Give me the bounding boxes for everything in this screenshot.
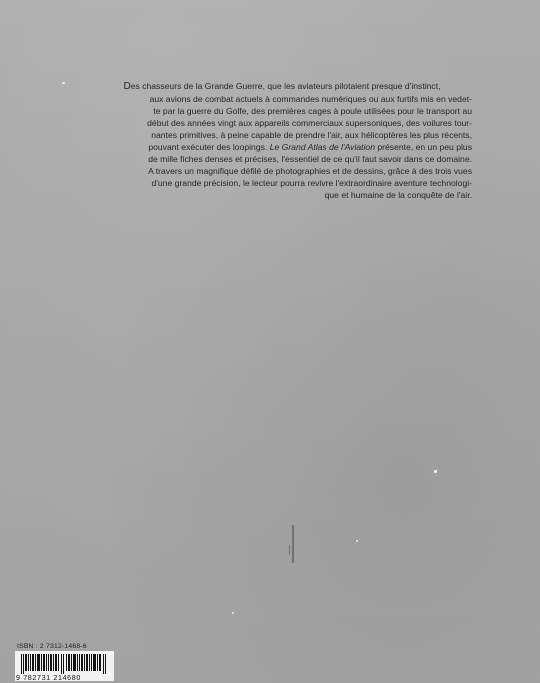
blurb-line: de mille fiches denses et précises, l'essentiel de ce qu'il faut savoir dans ce domaine. — [148, 154, 472, 165]
blurb-text: présente, en un peu plus — [375, 142, 472, 153]
blurb-line: A travers un magnifique défilé de photographies et de dessins, grâce à des trois vues — [148, 166, 472, 177]
blurb-line — [92, 141, 472, 153]
blurb-line: que et humaine de la conquête de l'air. — [324, 190, 472, 201]
isbn-label: ISBN : 2 7312-1468-6 — [17, 643, 87, 650]
blurb-line: début des années vingt aux appareils commerciaux supersoniques, des voilures tour- — [147, 118, 472, 129]
specks — [62, 82, 65, 84]
scratch-mark — [289, 545, 290, 555]
blurb-text: es chasseurs de la Grande Guerre, que les aviateurs pilotaient presque d'instinct, — [130, 81, 441, 91]
blurb-text: pouvant exécuter des loopings. — [148, 142, 270, 153]
barcode-bars-icon — [21, 654, 109, 674]
specks — [434, 470, 437, 473]
drop-cap: D — [123, 81, 131, 92]
blurb-line — [92, 80, 472, 93]
blurb-line: aux avions de combat actuels à commandes numériques ou aux furtifs mis en vedet- — [149, 94, 472, 105]
barcode — [15, 651, 114, 681]
blurb-line: te par la guerre du Golfe, des premières cages à poule utilisées pour le transport au — [153, 106, 472, 117]
back-cover-blurb — [92, 80, 472, 201]
blurb-line: nantes primitives, à peine capable de prendre l'air, aux hélicoptères les plus récents, — [151, 130, 472, 141]
barcode-digits: 9 782731 214680 — [16, 673, 81, 682]
blurb-line: d'une grande précision, le lecteur pourra revivre l'extraordinaire aventure technologi- — [151, 178, 472, 189]
specks — [232, 612, 234, 614]
specks — [356, 540, 358, 542]
scratch-mark — [292, 525, 294, 563]
book-title: Le Grand Atlas de l'Aviation — [269, 142, 375, 153]
